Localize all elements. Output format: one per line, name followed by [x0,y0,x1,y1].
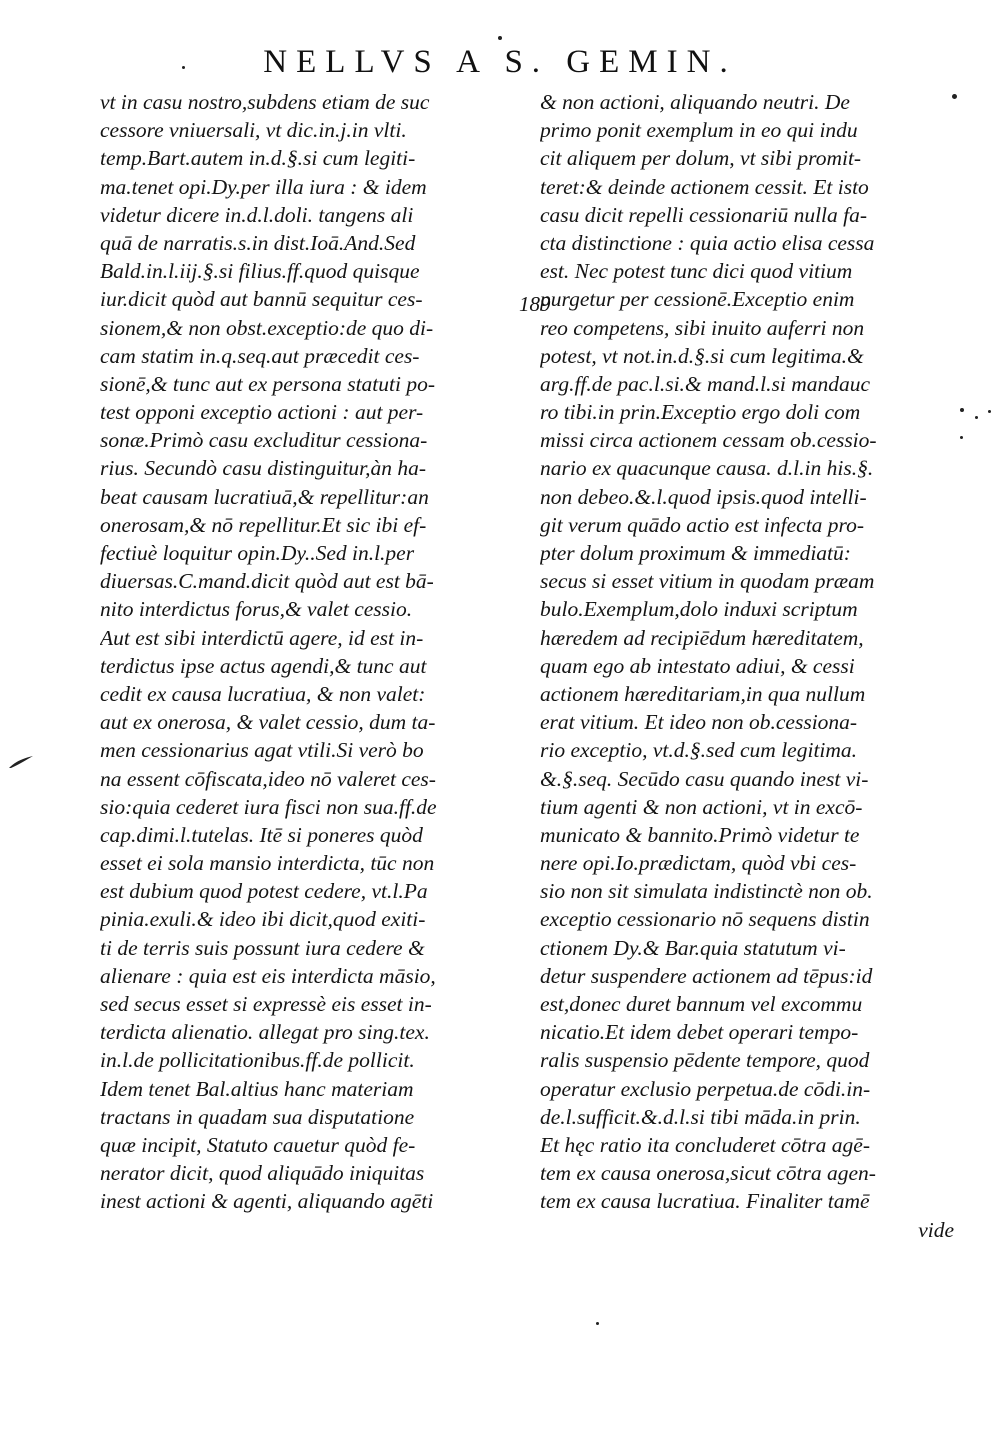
ink-speck [960,436,963,439]
text-line: nerator dicit, quod aliquādo iniquitas [100,1161,425,1186]
ink-speck [498,36,502,40]
text-line: cit aliquem per dolum, vt sibi promit- [540,146,862,171]
text-line: na essent cōfiscata,ideo nō valeret ces- [100,766,436,791]
text-line: hæredem ad recipiēdum hæreditatem, [540,625,864,650]
text-line: terdicta alienatio. allegat pro sing.tex. [100,1020,430,1045]
text-line: cap.dimi.l.tutelas. Itē si poneres quòd [100,822,423,847]
text-line: secus si esset vitium in quodam præam [540,569,875,594]
text-line: exceptio cessionario nō sequens distin [540,907,870,932]
text-line: ctionem Dy.& Bar.quia statutum vi- [540,935,846,960]
text-line: nito interdictus forus,& valet cessio. [100,597,413,622]
text-line: tem ex causa lucratiua. Finaliter tamē [540,1189,870,1214]
text-line: test opponi exceptio actioni : aut per- [100,400,424,425]
text-line: primo ponit exemplum in eo qui indu [540,118,858,143]
text-line: nicatio.Et idem debet operari tempo- [540,1020,859,1045]
text-line: quæ incipit, Statuto cauetur quòd fe- [100,1132,416,1157]
text-line: est dubium quod potest cedere, vt.l.Pa [100,879,428,904]
text-line: purgetur per cessionē.Exceptio enim [540,287,855,312]
text-line: erat vitium. Et ideo non ob.cessiona- [540,710,858,735]
text-line: detur suspendere actionem ad tēpus:id [540,963,873,988]
text-line: reo competens, sibi inuito auferri non [540,315,865,340]
text-line: ti de terris suis possunt iura cedere & [100,935,425,960]
text-line: sionē,& tunc aut ex persona statuti po- [100,371,436,396]
text-line: nario ex quacunque causa. d.l.in his.§. [540,456,874,481]
text-line: & non actioni, aliquando neutri. De [540,90,850,114]
text-line: esset ei sola mansio interdicta, tūc non [100,851,435,876]
ink-speck [988,410,991,413]
ink-speck [182,66,185,69]
text-line: de.l.sufficit.&.d.l.si tibi māda.in prin. [540,1104,861,1129]
running-title: NELLVS A S. GEMIN. [263,44,737,80]
text-line: cam statim in.q.seq.aut præcedit ces- [100,343,420,368]
text-line: pter dolum proximum & immediatū: [540,541,851,565]
text-line: cedit ex causa lucratiua, & non valet: [100,681,426,706]
text-line: fectiuè loquitur opin.Dy..Sed in.l.per [100,541,415,565]
text-line: diuersas.C.mand.dicit quòd aut est bā- [100,569,434,594]
text-line: iur.dicit quòd aut bannū sequitur ces- [100,287,423,312]
text-line: quā de narratis.s.in dist.Ioā.And.Sed [100,230,416,255]
text-line: non debeo.&.l.quod ipsis.quod intelli- [540,484,867,509]
text-line: pinia.exuli.& ideo ibi dicit,quod exiti- [100,907,426,932]
margin-note-number: 189 [519,292,551,316]
text-line: tium agenti & non actioni, vt in excō- [540,794,863,819]
text-line: sio non sit simulata indistinctè non ob. [540,879,873,904]
text-line: videtur dicere in.d.l.doli. tangens ali [100,202,414,227]
text-line: &.§.seq. Secūdo casu quando inest vi- [540,766,869,791]
text-line: inest actioni & agenti, aliquando agēti [100,1189,434,1214]
text-line: potest, vt not.in.d.§.si cum legitima.& [540,343,864,368]
text-line: Bald.in.l.iij.§.si filius.ff.quod quisque [100,259,420,284]
text-line: ralis suspensio pēdente tempore, quod [540,1048,870,1073]
text-line: operatur exclusio perpetua.de cōdi.in- [540,1076,871,1101]
text-line: rio exceptio, vt.d.§.sed cum legitima. [540,738,858,763]
text-line: tem ex causa onerosa,sicut cōtra agen- [540,1161,876,1186]
text-line: aut ex onerosa, & valet cessio, dum ta- [100,710,436,735]
text-line: temp.Bart.autem in.d.§.si cum legiti- [100,146,416,171]
text-line: tractans in quadam sua disputatione [100,1104,415,1129]
text-line: onerosam,& nō repellitur.Et sic ibi ef- [100,512,427,537]
text-line: git verum quādo actio est infecta pro- [540,512,865,537]
ink-speck [975,416,978,419]
text-line: terdictus ipse actus agendi,& tunc aut [100,653,427,678]
text-line: vt in casu nostro,subdens etiam de suc [100,90,430,114]
text-line: cta distinctione : quia actio elisa cessa [540,230,875,255]
text-line: sio:quia cederet iura fisci non sua.ff.de [100,794,437,819]
text-line: beat causam lucratiuā,& repellitur:an [100,484,429,509]
text-line: cessore vniuersali, vt dic.in.j.in vlti. [100,118,407,143]
text-line: rius. Secundò casu distinguitur,àn ha- [100,456,427,481]
text-line: bulo.Exemplum,dolo induxi scriptum [540,597,858,622]
left-text-column [100,88,515,1216]
text-line: teret:& deinde actionem cessit. Et isto [540,174,869,199]
text-line: sed secus esset si expressè eis esset in- [100,992,432,1016]
text-line: missi circa actionem cessam ob.cessio- [540,428,877,453]
right-text-column [540,88,958,1244]
catchword: vide [918,1217,954,1242]
text-line: municato & bannito.Primò videtur te [540,822,860,847]
text-line: nere opi.Io.prædictam, quòd vbi ces- [540,851,857,876]
text-line: actionem hæreditariam,in qua nullum [540,681,866,706]
text-line: Aut est sibi interdictū agere, id est in- [100,625,424,650]
text-line: Idem tenet Bal.altius hanc materiam [100,1076,414,1101]
ink-speck [952,94,957,99]
text-line: est,donec duret bannum vel excommu [540,992,863,1016]
text-line: sionem,& non obst.exceptio:de quo di- [100,315,434,340]
text-line: in.l.de pollicitationibus.ff.de pollicit. [100,1048,415,1073]
text-line: Et hęc ratio ita concluderet cōtra agē- [540,1132,870,1157]
text-line: quam ego ab intestato adiui, & cessi [540,653,855,678]
text-line: ma.tenet opi.Dy.per illa iura : & idem [100,174,427,199]
text-line: casu dicit repelli cessionariū nulla fa- [540,202,868,227]
text-line: ro tibi.in prin.Exceptio ergo doli com [540,400,861,425]
text-line: alienare : quia est eis interdicta māsio, [100,963,436,988]
marginal-pen-mark [8,755,34,769]
ink-speck [960,408,964,412]
text-line: sonæ.Primò casu excluditur cessiona- [100,428,428,453]
text-line: arg.ff.de pac.l.si.& mand.l.si mandauc [540,371,871,396]
ink-speck [596,1322,599,1325]
text-line: est. Nec potest tunc dici quod vitium [540,259,853,284]
text-line: men cessionarius agat vtili.Si verò bo [100,738,424,763]
